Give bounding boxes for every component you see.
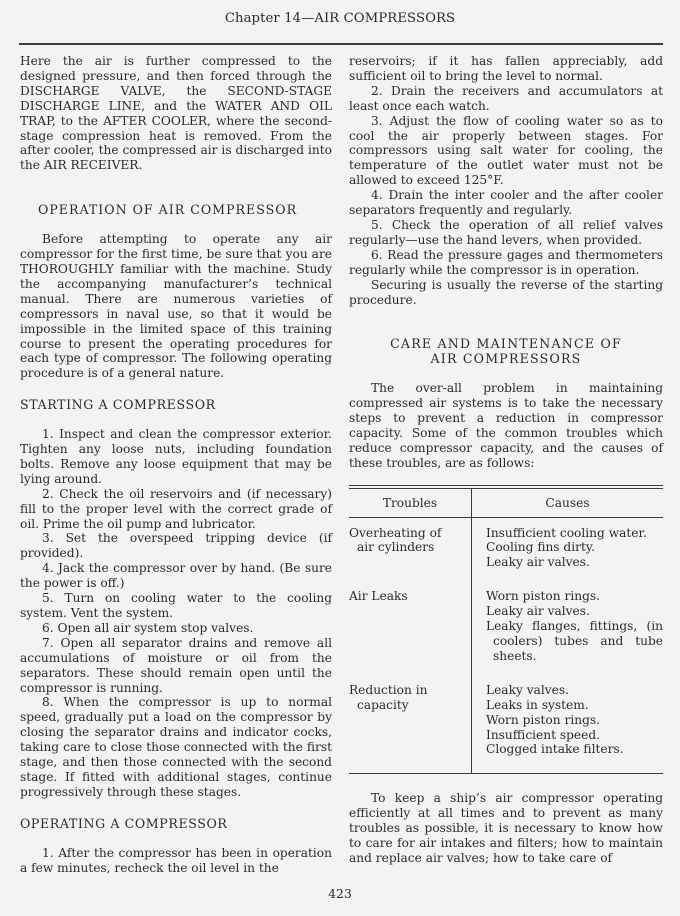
operating-step-2: 2. Drain the receivers and accumulators at least once each watch. [349, 83, 663, 113]
cause-text: Insufficient cooling water. [486, 525, 647, 540]
cause-text: Leaky flanges, fittings, (in coolers) tubes and tube sheets. [486, 619, 663, 663]
section-heading-care-line2: AIR COMPRESSORS [430, 351, 582, 367]
starting-step-7: 7. Open all separator drains and remove all accumulations of moisture or oil from the separators. These should remain open until the compressor is running. [20, 635, 332, 695]
operating-step-1-end: reservoirs; if it has fallen appreciably, add sufficient oil to bring the level to normal. [349, 54, 663, 83]
care-paragraph: The over-all problem in maintaining compressed air systems is to take the necessary steps to prevent a reduction in compressor capacity. Some of the common troubles which reduce compressor capacity, and the causes of these troubles, are as follows: [349, 381, 663, 470]
section-heading-operation: OPERATION OF AIR COMPRESSOR [38, 202, 298, 218]
spacer [20, 832, 332, 846]
trouble-text: air cylinders [357, 540, 435, 555]
starting-step-1: 1. Inspect and clean the compressor exterior. Tighten any loose nuts, including foundation bolts. Remove any loose equipment that may be lying around. [20, 427, 332, 486]
starting-step-6: 6. Open all air system stop valves. [42, 620, 254, 635]
operation-paragraph: Before attempting to operate any air compressor for the first time, be sure that you are THOROUGHLY familiar with the machine. Study the accompanying manufacturer’s technical manual. There are numerous varieties of compressors in naval use, so that it would be impossible in the limited space of this training course to present the operating procedures for each type of compressor. The following operating procedure is of a general nature. [20, 232, 332, 381]
spacer [349, 367, 663, 381]
operating-step-5: 5. Check the operation of all relief valves regularly—use the hand levers, when provided. [349, 217, 663, 247]
cause-text: Clogged intake filters. [486, 742, 624, 757]
spacer [20, 800, 332, 817]
starting-step-4: 4. Jack the compressor over by hand. (Be sure the power is off.) [20, 561, 332, 591]
operating-step-3: 3. Adjust the flow of cooling water so as to cool the air properly between stages. For compressors using salt water for cooling, the temperature of the outlet water must not be allowed to exceed 125°F. [349, 113, 663, 188]
starting-step-8: 8. When the compressor is up to normal speed, gradually put a load on the compressor by closing the separator drains and indicator cocks, taking care to close those connected with the first stage, and then those connected with the second stage. If fitted with additional stages, continue progressively through these stages. [20, 695, 332, 799]
table-header-causes: Causes [472, 489, 664, 517]
starting-step-3: 3. Set the overspeed tripping device (if provided). [20, 531, 332, 561]
page-number: 423 [328, 886, 352, 901]
cause-text: Worn piston rings. [486, 712, 601, 727]
table-row [349, 517, 663, 575]
starting-step-2: 2. Check the oil reservoirs and (if necessary) fill to the proper level with the correct grade of oil. Prime the oil pump and lubricator. [20, 486, 332, 531]
left-column [20, 54, 332, 876]
trouble-text: capacity [357, 697, 409, 712]
spacer [20, 173, 332, 203]
cause-text: Cooling fins dirty. [486, 540, 595, 555]
spacer [20, 218, 332, 232]
cause-text: Leaks in system. [486, 697, 589, 712]
table-row [349, 575, 663, 669]
operating-step-1-start: 1. After the compressor has been in operation a few minutes, recheck the oil level in the [20, 845, 332, 875]
operating-step-6: 6. Read the pressure gages and thermometers regularly while the compressor is in operation. [349, 247, 663, 277]
section-heading-care-line1: CARE AND MAINTENANCE OF [390, 336, 622, 352]
right-column [349, 54, 663, 866]
header-rule [19, 43, 663, 45]
spacer [20, 381, 332, 398]
operating-step-4: 4. Drain the inter cooler and the after cooler separators frequently and regularly. [349, 188, 663, 218]
table-row [349, 669, 663, 774]
intro-paragraph: Here the air is further compressed to the designed pressure, and then forced through the DISCHARGE VALVE, the SECOND-STAGE DISCHARGE LINE, and the WATER AND OIL TRAP, to the AFTER COOLER, where the second-stage compression heat is removed. From the after cooler, the compressed air is discharged into the AIR RECEIVER. [20, 54, 332, 173]
page-header-title: Chapter 14—AIR COMPRESSORS [224, 11, 456, 26]
cause-text: Leaky valves. [486, 682, 569, 697]
section-heading-operating: OPERATING A COMPRESSOR [20, 815, 228, 831]
cause-text: Worn piston rings. [486, 589, 601, 604]
trouble-text: Reduction in [349, 682, 428, 697]
spacer [349, 307, 663, 337]
closing-paragraph: To keep a ship’s air compressor operating efficiently at all times and to prevent as many troubles as possible, it is necessary to know how to care for air intakes and filters; how to maintain and replace air valves; how to take care of [349, 791, 663, 865]
securing-paragraph: Securing is usually the reverse of the starting procedure. [349, 277, 663, 307]
cause-text: Insufficient speed. [486, 727, 601, 742]
starting-step-5: 5. Turn on cooling water to the cooling system. Vent the system. [20, 591, 332, 620]
spacer [349, 774, 663, 791]
trouble-text: Overheating of [349, 525, 442, 540]
table-header-troubles: Troubles [349, 489, 472, 517]
cause-text: Leaky air valves. [486, 555, 590, 570]
section-heading-starting: STARTING A COMPRESSOR [20, 397, 216, 413]
troubles-causes-table [349, 485, 663, 775]
trouble-text: Air Leaks [349, 589, 408, 604]
spacer [20, 413, 332, 427]
cause-text: Leaky air valves. [486, 604, 590, 619]
